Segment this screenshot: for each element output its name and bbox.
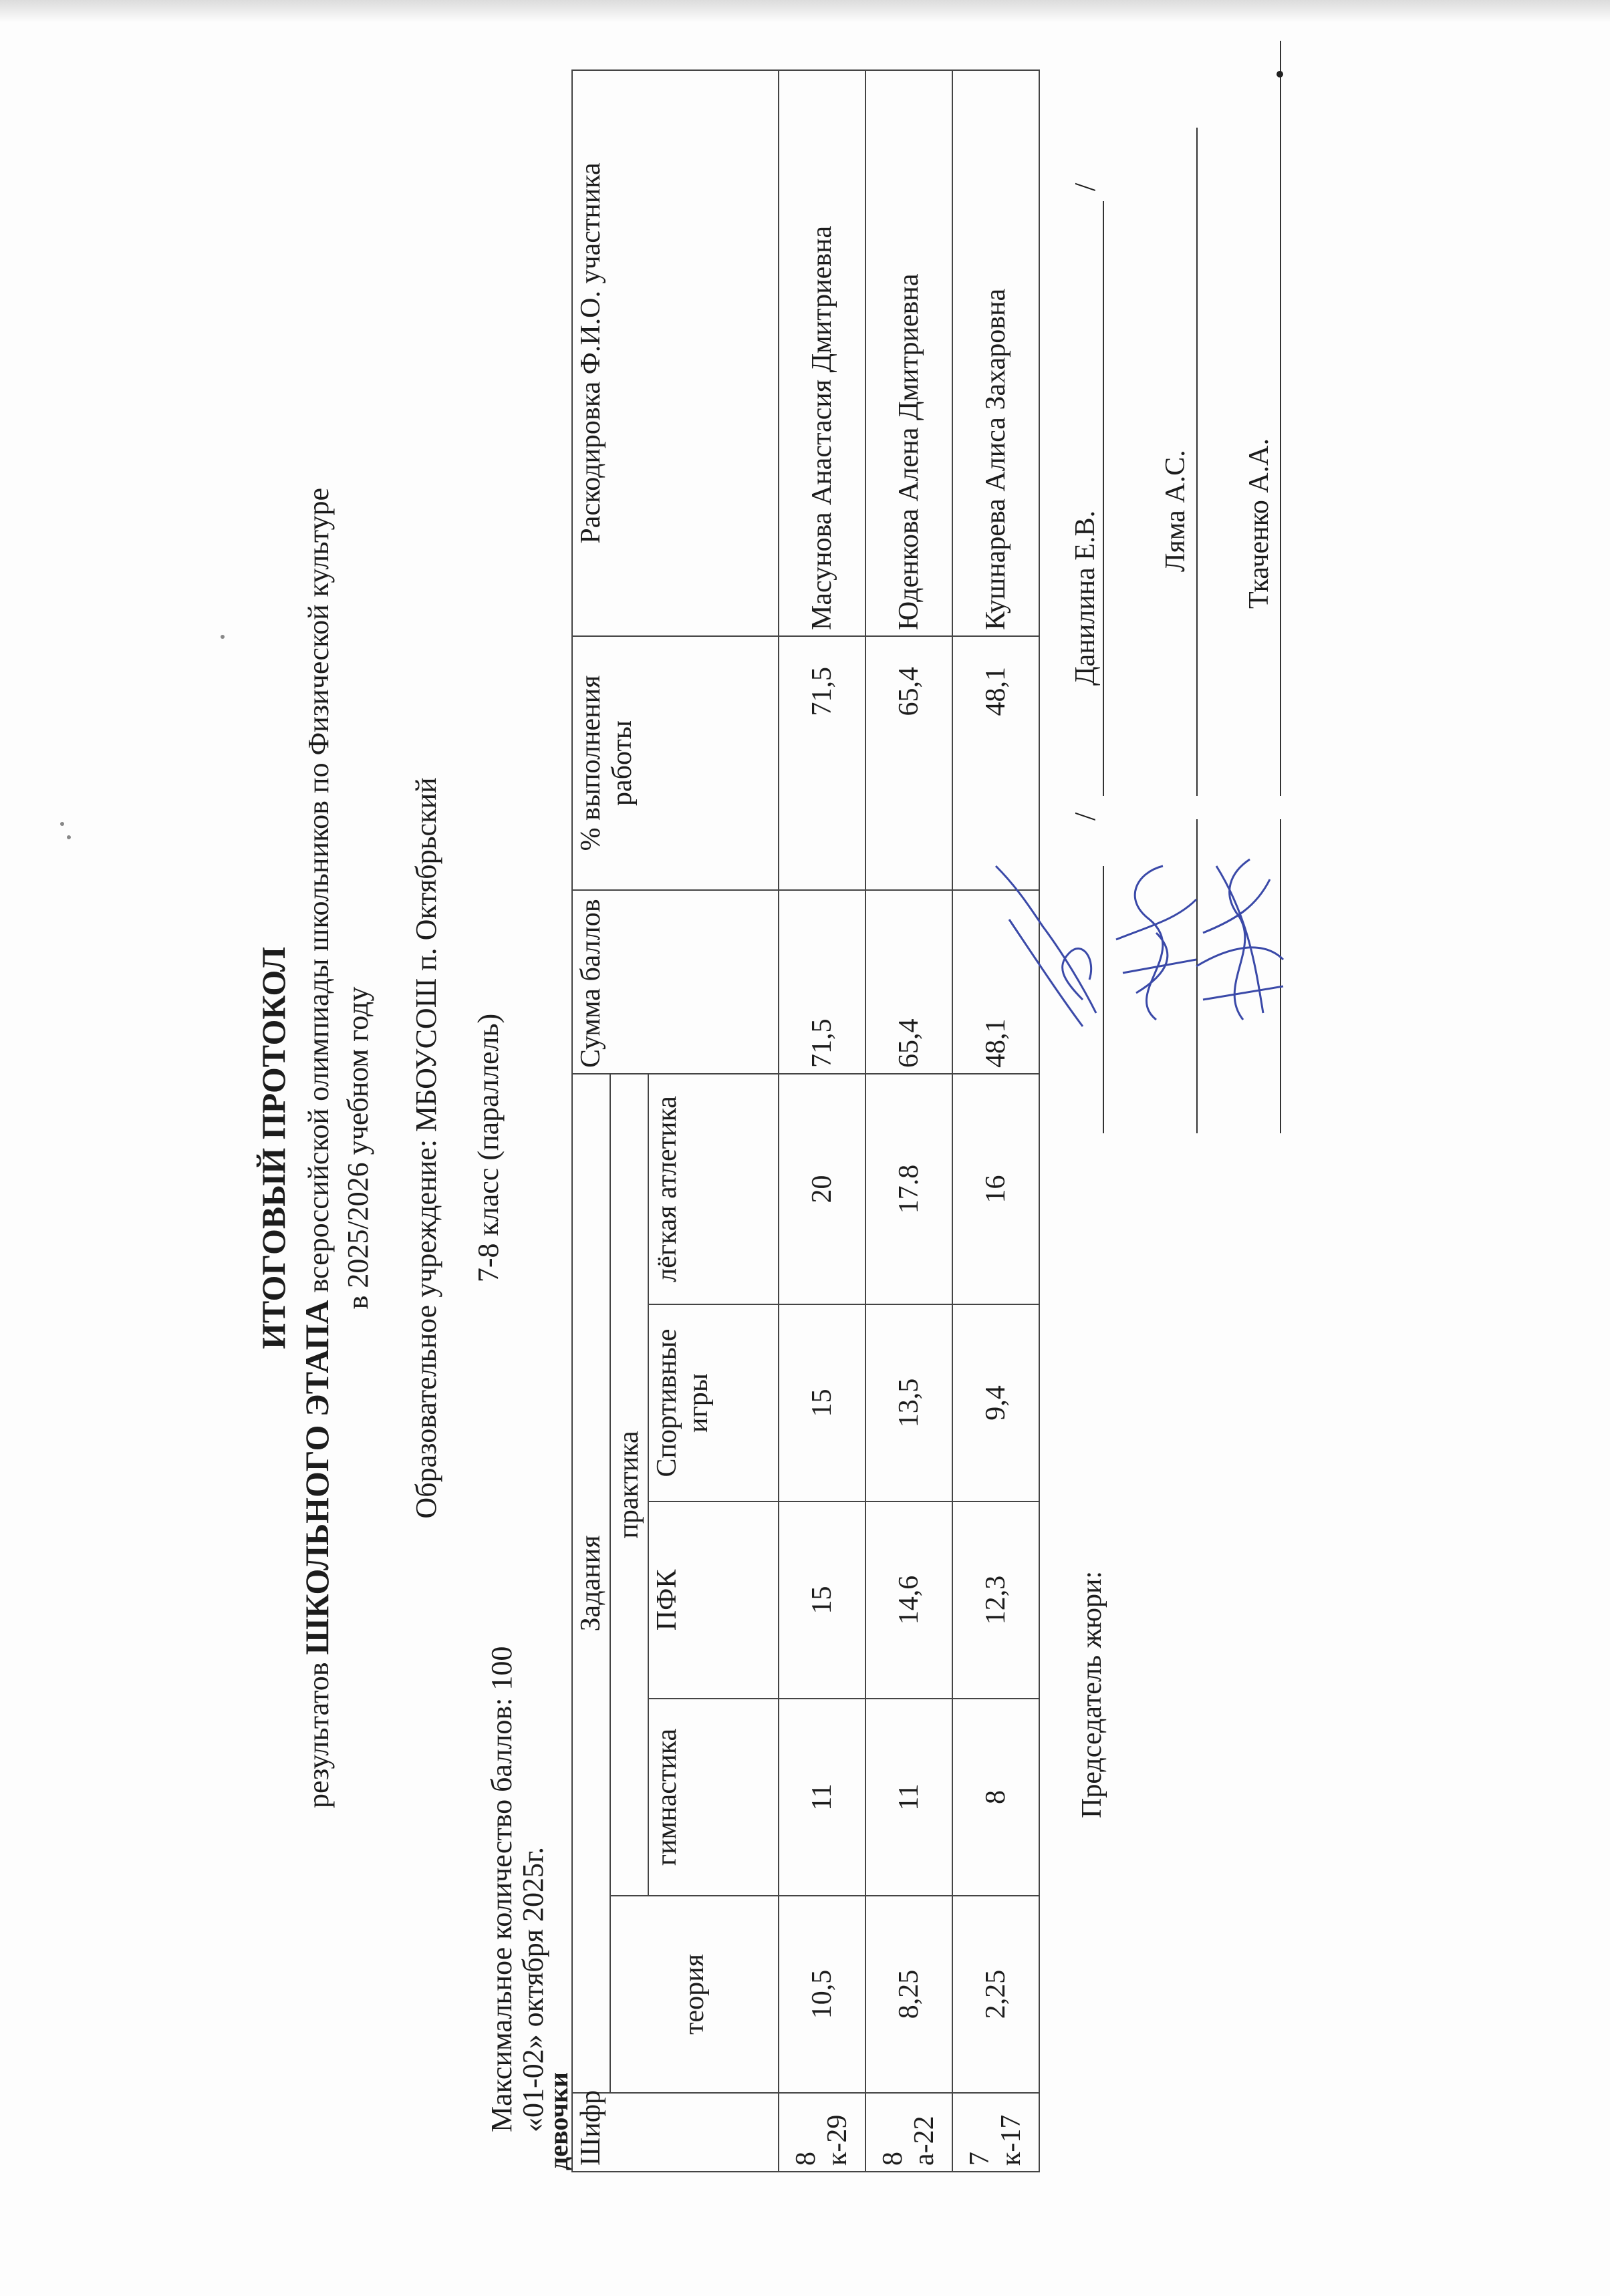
header-pfk: ПФК [648,1501,779,1699]
protocol-title: ИТОГОВЫЙ ПРОТОКОЛ [255,946,292,1350]
protocol-subtitle [297,0,336,2296]
cell-name: Юденкова Алена Дмитриевна [865,70,952,636]
subtitle-suffix: всероссийской олимпиады школьников по Физической культуре [302,487,335,1300]
olympiad-date: «01-02» октября 2025г. [517,1846,549,2132]
header-gymnastics: гимнастика [648,1699,779,1896]
cell-theory: 8,25 [865,1896,952,2093]
subtitle-stage: ШКОЛЬНОГО ЭТАПА [298,1300,336,1655]
subtitle-prefix: результатов [302,1655,335,1809]
separator-slash: / [1069,182,1101,191]
cell-percent: 71,5 [779,636,865,890]
separator-slash: / [1069,812,1101,821]
results-table [571,69,1040,2172]
table-header-row [572,70,610,2172]
ink-dot [1277,71,1283,78]
cell-athletics: 17.8 [865,1074,952,1304]
cell-cipher: 7 к-17 [952,2093,1039,2172]
cell-pfk: 12,3 [952,1501,1039,1699]
signature-line [1280,41,1281,796]
cell-pfk: 14,6 [865,1501,952,1699]
header-percent: % выполнения работы [572,636,779,890]
cell-sum: 71,5 [779,890,865,1074]
header-theory: теория [610,1896,779,2093]
cell-gymnastics: 11 [865,1699,952,1896]
cell-gymnastics: 11 [779,1699,865,1896]
table-row [779,70,865,2172]
max-score: Максимальное количество баллов: 100 [485,1646,518,2132]
signature-member-2 [1176,839,1297,1040]
cell-gymnastics: 8 [952,1699,1039,1896]
jury-member-name: Ляма А.С. [1160,450,1191,572]
header-tasks: Задания [572,1074,610,2093]
header-practice: практика [610,1074,648,1896]
jury-member-name: Данилина Е.В. [1070,511,1101,686]
header-cipher: Шифр [572,2093,779,2172]
school-year: в 2025/2026 учебном году [342,986,374,1310]
jury-member-name: Ткаченко А.А. [1244,438,1274,609]
signature-line [1196,128,1198,796]
institution: Образовательное учреждение: МБОУСОШ п. Октябрьский [410,777,442,1519]
cell-percent: 65,4 [865,636,952,890]
cell-percent: 48,1 [952,636,1039,890]
header-sum: Сумма баллов [572,890,779,1074]
table-row [952,70,1039,2172]
cell-pfk: 15 [779,1501,865,1699]
cell-cipher: 8 а-22 [865,2093,952,2172]
class-parallel: 7-8 класс (параллель) [472,1013,505,1283]
cell-sum: 48,1 [952,890,1039,1074]
table-row [865,70,952,2172]
group-label: девочки [543,2072,573,2170]
cell-name: Кушнарева Алиса Захаровна [952,70,1039,636]
jury-chair-label: Председатель жюри: [1077,1570,1107,1818]
cell-theory: 2,25 [952,1896,1039,2093]
cell-sport-games: 15 [779,1304,865,1501]
cell-sport-games: 9,4 [952,1304,1039,1501]
header-athletics: лёгкая атлетика [648,1074,779,1304]
cell-sum: 65,4 [865,890,952,1074]
cell-athletics: 20 [779,1074,865,1304]
cell-cipher: 8 к-29 [779,2093,865,2172]
signature-line [1103,201,1104,796]
cell-name: Масунова Анастасия Дмитриевна [779,70,865,636]
cell-sport-games: 13,5 [865,1304,952,1501]
cell-theory: 10,5 [779,1896,865,2093]
cell-athletics: 16 [952,1074,1039,1304]
header-decode: Раскодировка Ф.И.О. участника [572,70,779,636]
header-sport-games: Спортивные игры [648,1304,779,1501]
